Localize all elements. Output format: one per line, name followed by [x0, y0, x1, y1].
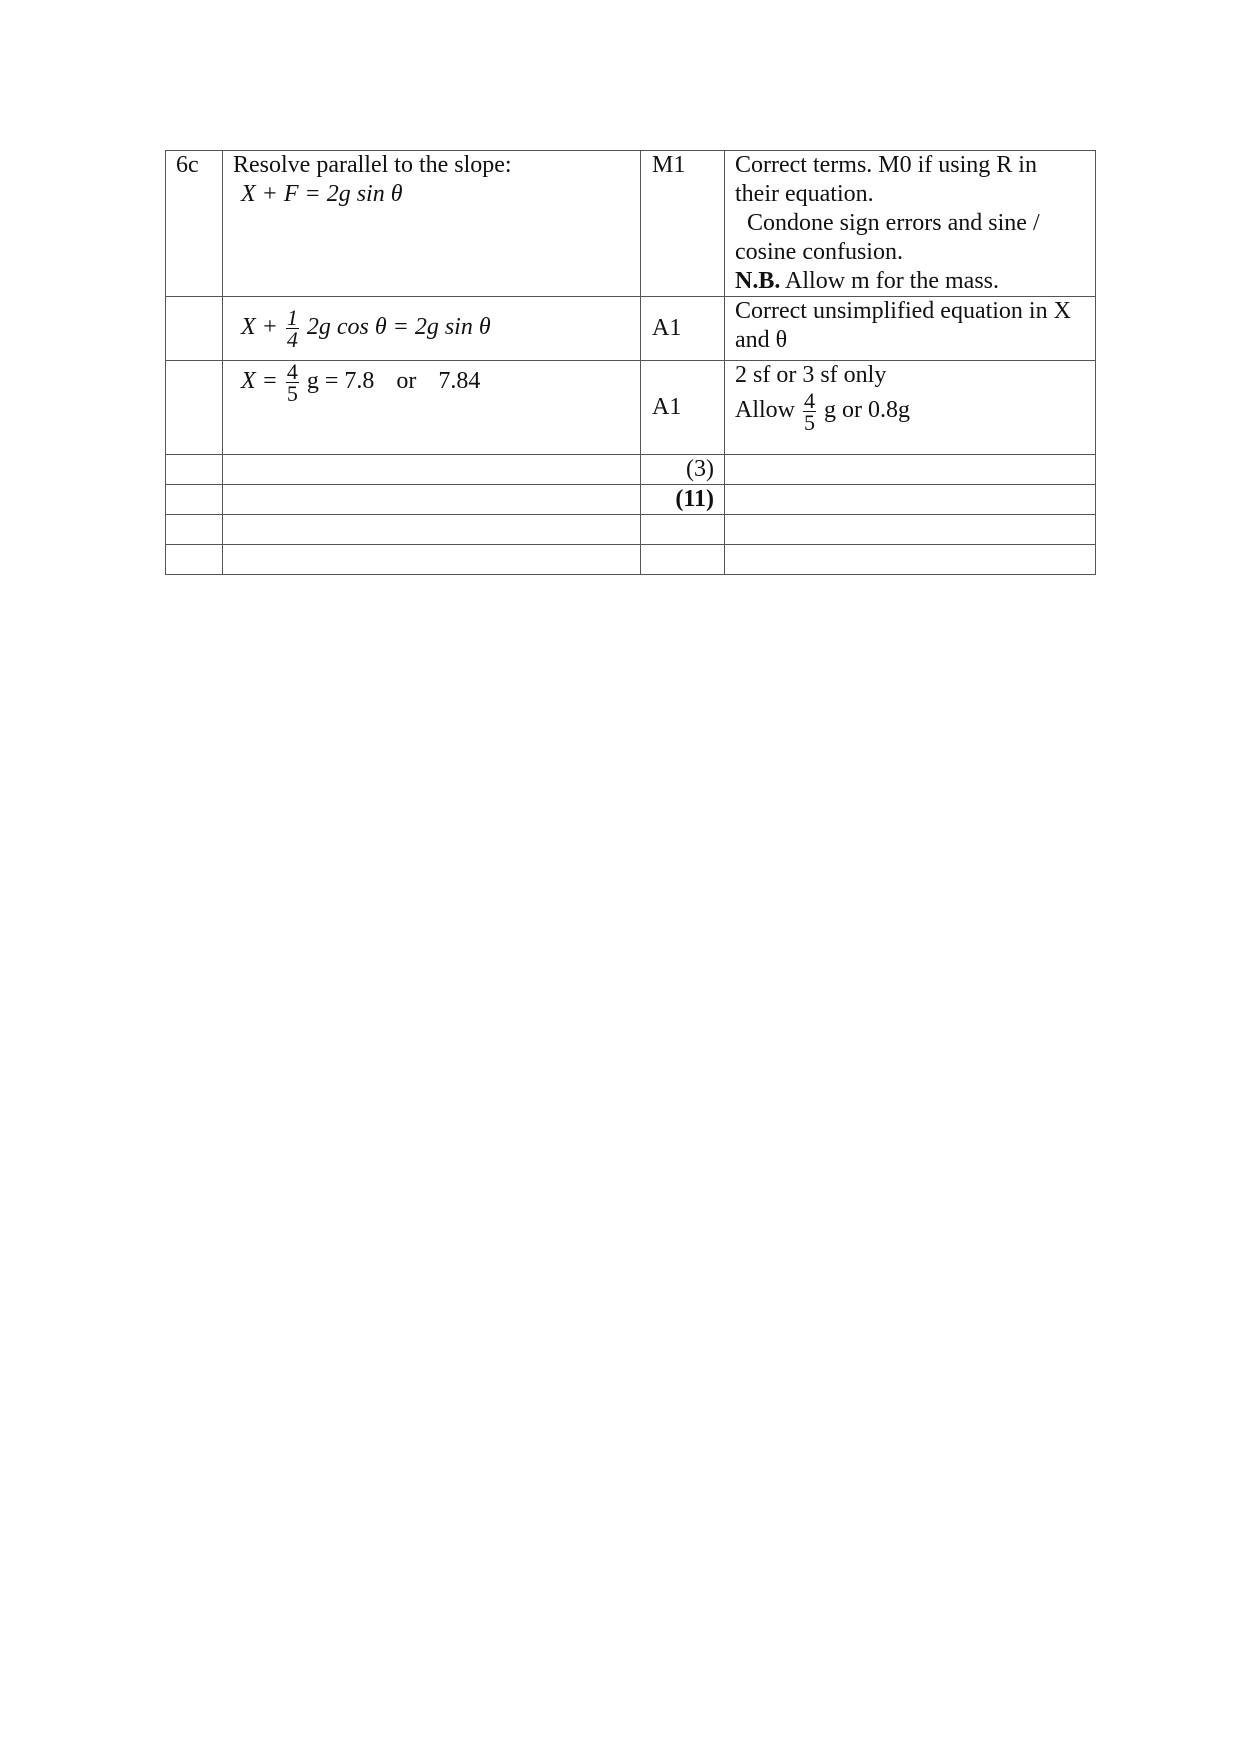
- empty-cell: [166, 515, 223, 545]
- empty-cell: [223, 515, 641, 545]
- empty-cell: [223, 455, 641, 485]
- fraction-numerator: 4: [286, 359, 298, 384]
- table-row: [166, 545, 1096, 575]
- subtotal-marks: (3): [641, 455, 725, 485]
- empty-cell: [725, 485, 1096, 515]
- empty-cell: [725, 545, 1096, 575]
- empty-cell: [223, 485, 641, 515]
- table-row: [166, 297, 1096, 361]
- total-marks: (11): [641, 485, 725, 515]
- working-equation: [233, 307, 491, 350]
- table-row: [166, 515, 1096, 545]
- fraction-numerator: 1: [286, 305, 298, 330]
- empty-cell: [725, 455, 1096, 485]
- equation-or: or: [396, 368, 417, 395]
- fraction: [286, 307, 299, 350]
- equation-part: 2g cos θ = 2g sin θ: [306, 314, 491, 341]
- question-number-empty: [166, 297, 223, 361]
- notes-text: Correct unsimplified equation in X: [735, 298, 1071, 324]
- fraction-denominator: 4: [286, 327, 298, 352]
- notes-text: and θ: [735, 327, 788, 353]
- notes-text: [735, 390, 1085, 433]
- empty-cell: [641, 515, 725, 545]
- table-row: [166, 455, 1096, 485]
- table-row: [166, 361, 1096, 455]
- equation-part: 7.84: [438, 368, 481, 395]
- notes-cell: [725, 361, 1096, 455]
- working-cell: [223, 151, 641, 297]
- working-equation: X + F = 2g sin θ: [241, 181, 403, 207]
- equation-part: X =: [241, 368, 278, 395]
- empty-cell: [223, 545, 641, 575]
- notes-text: Allow m for the mass.: [785, 268, 1000, 294]
- equation-part: X +: [241, 314, 278, 341]
- working-cell: [223, 361, 641, 455]
- fraction: [286, 361, 299, 404]
- empty-cell: [641, 545, 725, 575]
- table-row: [166, 151, 1096, 297]
- working-equation: [233, 361, 480, 404]
- notes-text: cosine confusion.: [735, 239, 903, 265]
- working-cell: [223, 297, 641, 361]
- notes-text: [735, 267, 1085, 296]
- notes-text: Correct terms. M0 if using R in: [735, 152, 1037, 178]
- mark-cell: A1: [641, 297, 725, 361]
- equation-part: g = 7.8: [306, 368, 375, 395]
- working-text: Resolve parallel to the slope:: [233, 152, 512, 178]
- notes-text: Condone sign errors and sine /: [747, 210, 1040, 236]
- mark-cell: A1: [641, 361, 725, 455]
- notes-allow: Allow: [735, 397, 795, 424]
- notes-text: 2 sf or 3 sf only: [735, 362, 887, 388]
- nb-label: N.B.: [735, 268, 781, 294]
- empty-cell: [725, 515, 1096, 545]
- fraction-denominator: 5: [286, 381, 298, 406]
- notes-cell: [725, 297, 1096, 361]
- question-number-empty: [166, 361, 223, 455]
- notes-text: g or 0.8g: [824, 397, 910, 424]
- fraction: [803, 390, 816, 433]
- fraction-denominator: 5: [804, 410, 815, 435]
- empty-cell: [166, 485, 223, 515]
- table-row: [166, 485, 1096, 515]
- mark-cell: M1: [641, 151, 725, 297]
- mark-scheme-table: [165, 150, 1096, 575]
- empty-cell: [166, 545, 223, 575]
- notes-cell: [725, 151, 1096, 297]
- fraction-numerator: 4: [804, 388, 815, 413]
- question-number: 6c: [166, 151, 223, 297]
- empty-cell: [166, 455, 223, 485]
- notes-text: their equation.: [735, 181, 874, 207]
